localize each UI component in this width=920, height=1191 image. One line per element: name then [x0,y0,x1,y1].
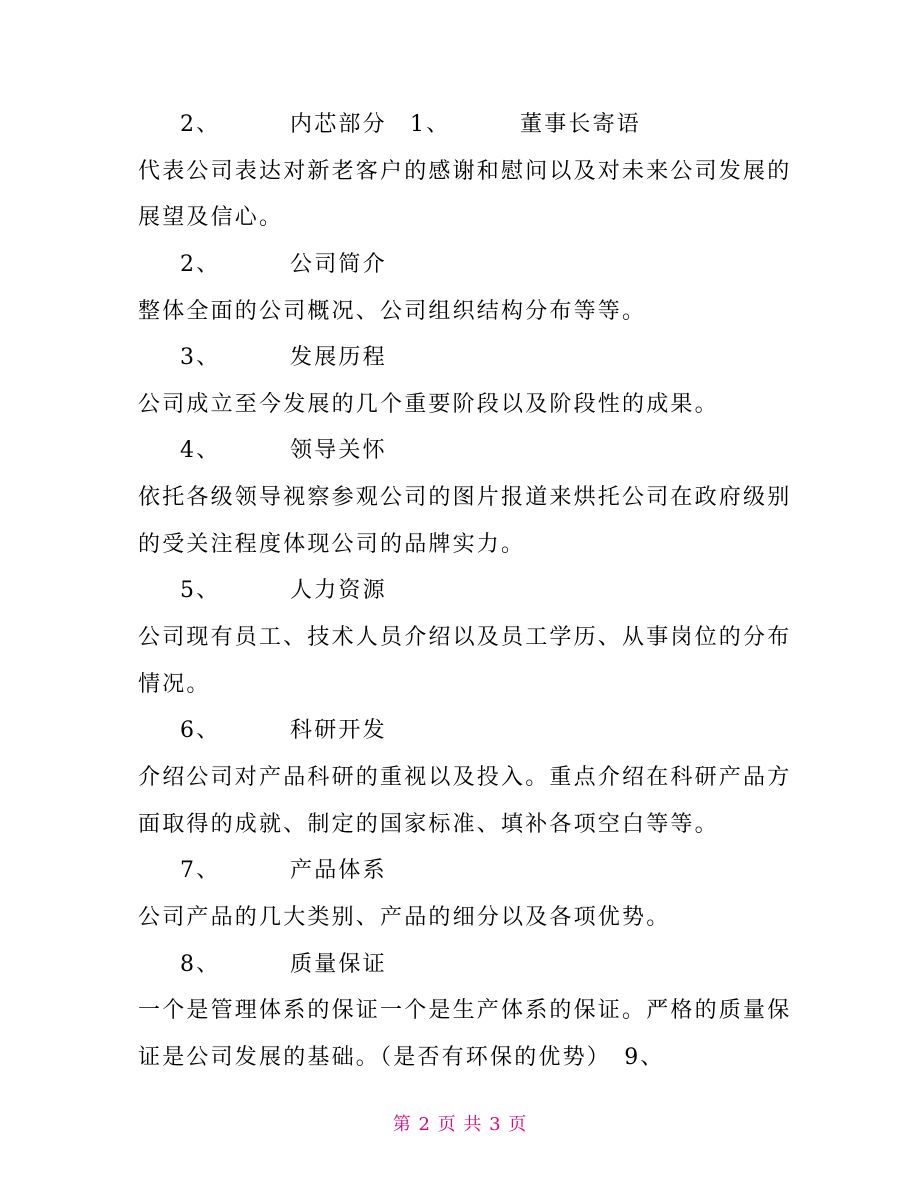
section-title: 科研开发 [290,718,387,743]
page-footer: 第 2 页 共 3 页 [392,1114,528,1135]
body-text-line: 介绍公司对产品科研的重视以及投入。重点介绍在科研产品方 [138,765,792,790]
section-number: 8、 [180,952,221,977]
body-text-line: 公司成立至今发展的几个重要阶段以及阶段性的成果。 [138,392,719,417]
section-title: 领导关怀 [290,438,387,463]
section-number: 6、 [180,718,221,743]
body-text-line: 情况。 [138,672,211,697]
body-text-line: 公司现有员工、技术人员介绍以及员工学历、从事岗位的分布 [138,625,792,650]
section-title: 质量保证 [290,952,387,977]
section-number: 4、 [180,438,221,463]
body-text-line: 公司产品的几大类别、产品的细分以及各项优势。 [138,905,671,930]
body-text-line: 证是公司发展的基础。（是否有环保的优势） 9、 [138,1045,665,1070]
section-number: 2、 [180,112,221,137]
section-number: 5、 [180,578,221,603]
body-text-line: 依托各级领导视察参观公司的图片报道来烘托公司在政府级别 [138,485,792,510]
section-title: 人力资源 [290,578,387,603]
body-text-line: 代表公司表达对新老客户的感谢和慰问以及对未来公司发展的 [138,159,792,184]
section-number: 3、 [180,345,221,370]
body-text-line: 整体全面的公司概况、公司组织结构分布等等。 [138,299,647,324]
section-title: 产品体系 [290,858,387,883]
section-number: 7、 [180,858,221,883]
section-title: 发展历程 [290,345,387,370]
section-title: 公司简介 [290,252,387,277]
body-text-line: 展望及信心。 [138,205,284,230]
section-title: 内芯部分 [290,112,387,137]
section-number: 2、 [180,252,221,277]
body-text-line: 面取得的成就、制定的国家标准、填补各项空白等等。 [138,812,719,837]
body-text-line: 的受关注程度体现公司的品牌实力。 [138,532,526,557]
body-text-line: 一个是管理体系的保证一个是生产体系的保证。严格的质量保 [138,998,792,1023]
section-number: 1、 [410,112,451,137]
section-title: 董事长寄语 [520,112,642,137]
